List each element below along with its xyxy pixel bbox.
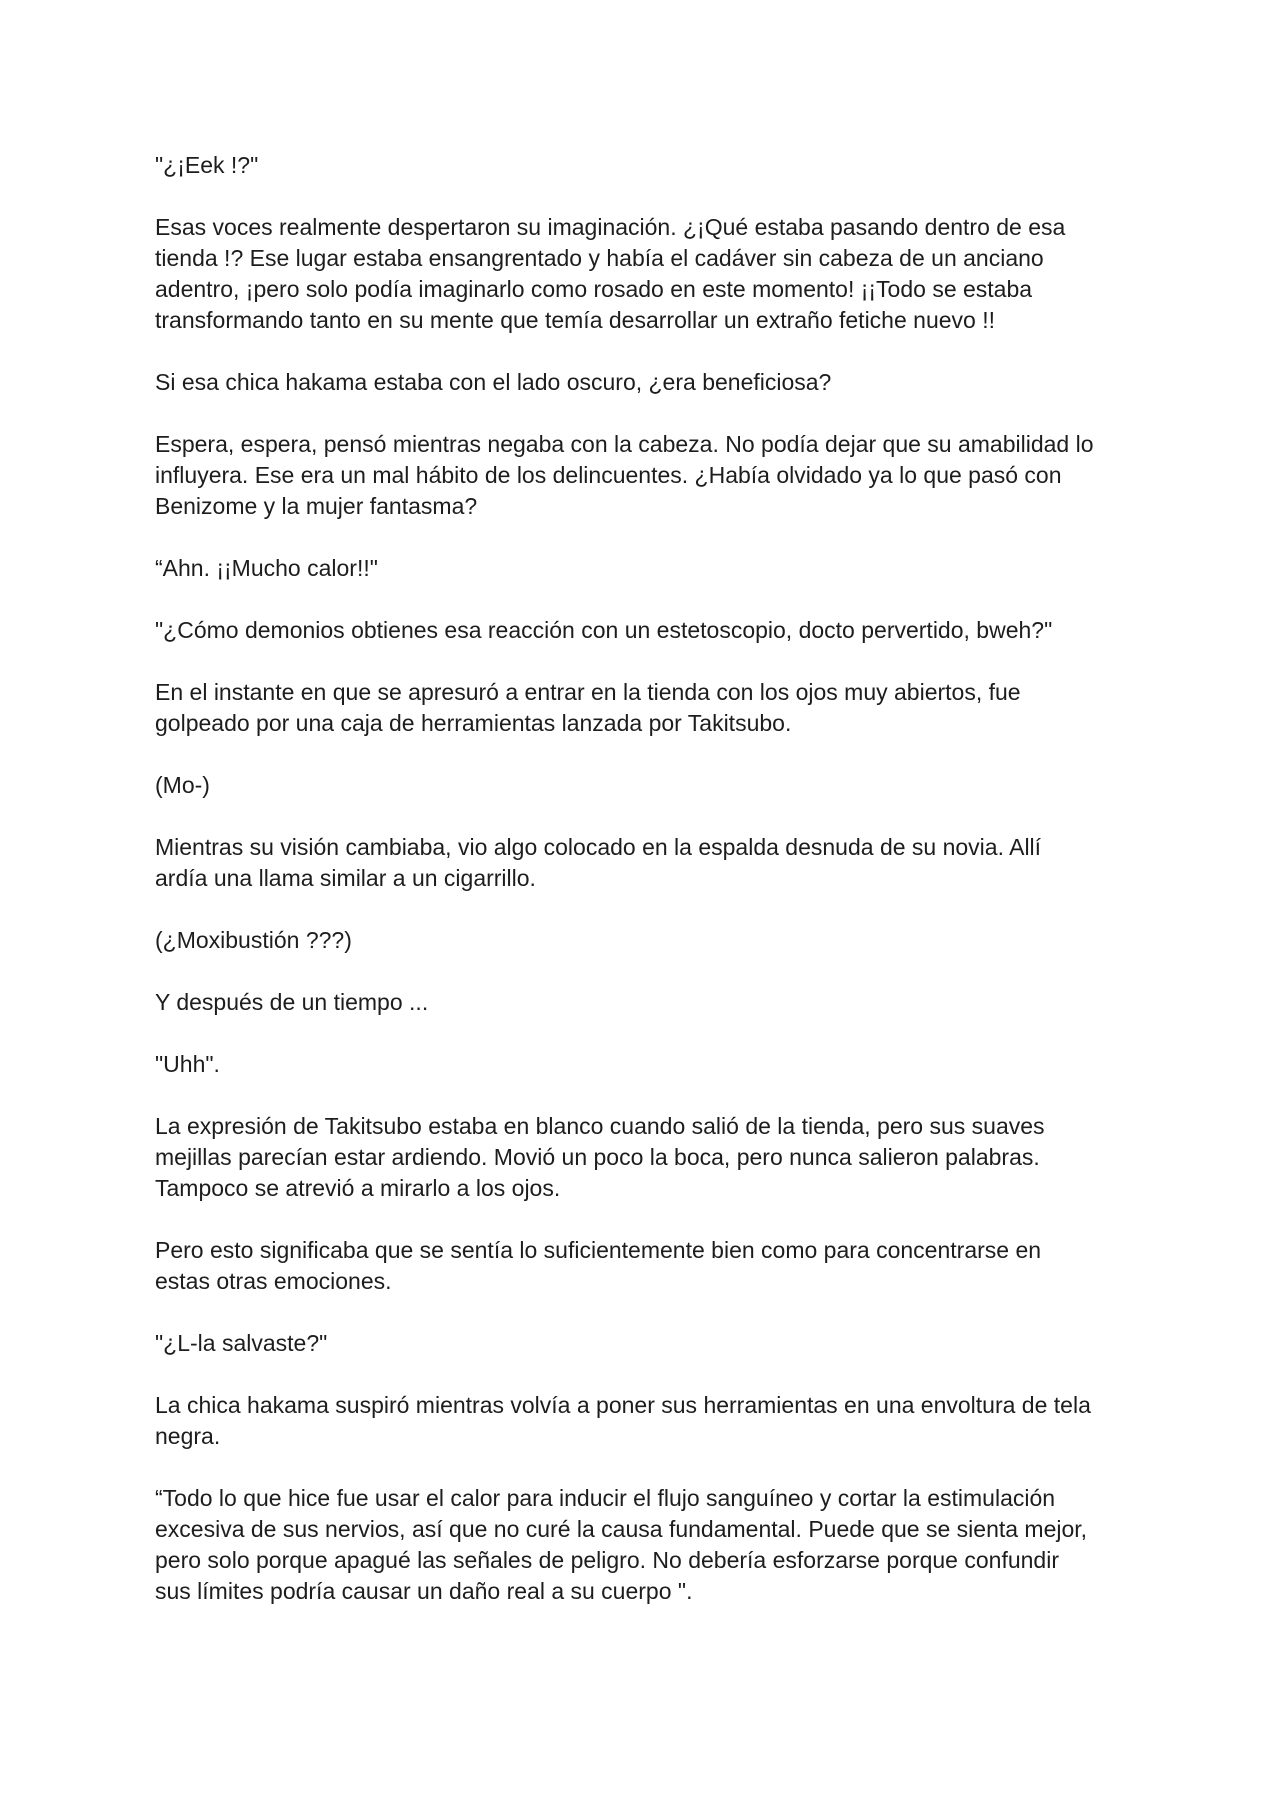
paragraph-6: "¿Cómo demonios obtienes esa reacción con un estetoscopio, docto pervertido, bweh?" — [155, 617, 1053, 643]
paragraph-8: (Mo-) — [155, 772, 210, 798]
paragraph-16: La chica hakama suspiró mientras volvía a poner sus herramientas en una envoltura de tela negra. — [155, 1392, 1091, 1449]
paragraph-13: La expresión de Takitsubo estaba en blanco cuando salió de la tienda, pero sus suaves mejillas parecían estar ardiendo. Movió un poco la boca, pero nunca salieron palabras. Tampoco se atrevió a mirarlo a los ojos. — [155, 1113, 1045, 1201]
paragraph-4: Espera, espera, pensó mientras negaba con la cabeza. No podía dejar que su amabilidad lo influyera. Ese era un mal hábito de los delincuentes. ¿Había olvidado ya lo que pasó con Benizome y la mujer fantasma? — [155, 431, 1094, 519]
paragraph-11: Y después de un tiempo ... — [155, 989, 429, 1015]
paragraph-7: En el instante en que se apresuró a entrar en la tienda con los ojos muy abiertos, fue golpeado por una caja de herramientas lanzada por Takitsubo. — [155, 679, 1021, 736]
paragraph-17: “Todo lo que hice fue usar el calor para inducir el flujo sanguíneo y cortar la estimulación excesiva de sus nervios, así que no curé la causa fundamental. Puede que se sienta mejor, pero solo porque apagué las señales de peligro. No debería esforzarse porque confundir sus límites podría causar un daño real a su cuerpo ". — [155, 1485, 1088, 1604]
paragraph-10: (¿Moxibustión ???) — [155, 927, 352, 953]
paragraph-5: “Ahn. ¡¡Mucho calor!!" — [155, 555, 378, 581]
paragraph-15: "¿L-la salvaste?" — [155, 1330, 328, 1356]
paragraph-12: "Uhh". — [155, 1051, 220, 1077]
paragraph-9: Mientras su visión cambiaba, vio algo colocado en la espalda desnuda de su novia. Allí ardía una llama similar a un cigarrillo. — [155, 834, 1042, 891]
paragraph-14: Pero esto significaba que se sentía lo suficientemente bien como para concentrarse en estas otras emociones. — [155, 1237, 1042, 1294]
document-body — [155, 150, 1135, 1638]
paragraph-2: Esas voces realmente despertaron su imaginación. ¿¡Qué estaba pasando dentro de esa tienda !? Ese lugar estaba ensangrentado y había el cadáver sin cabeza de un anciano adentro, ¡pero solo podía imaginarlo como rosado en este momento! ¡¡Todo se estaba transformando tanto en su mente que temía desarrollar un extraño fetiche nuevo !! — [155, 214, 1066, 333]
paragraph-1: "¿¡Eek !?" — [155, 152, 259, 178]
paragraph-3: Si esa chica hakama estaba con el lado oscuro, ¿era beneficiosa? — [155, 369, 832, 395]
